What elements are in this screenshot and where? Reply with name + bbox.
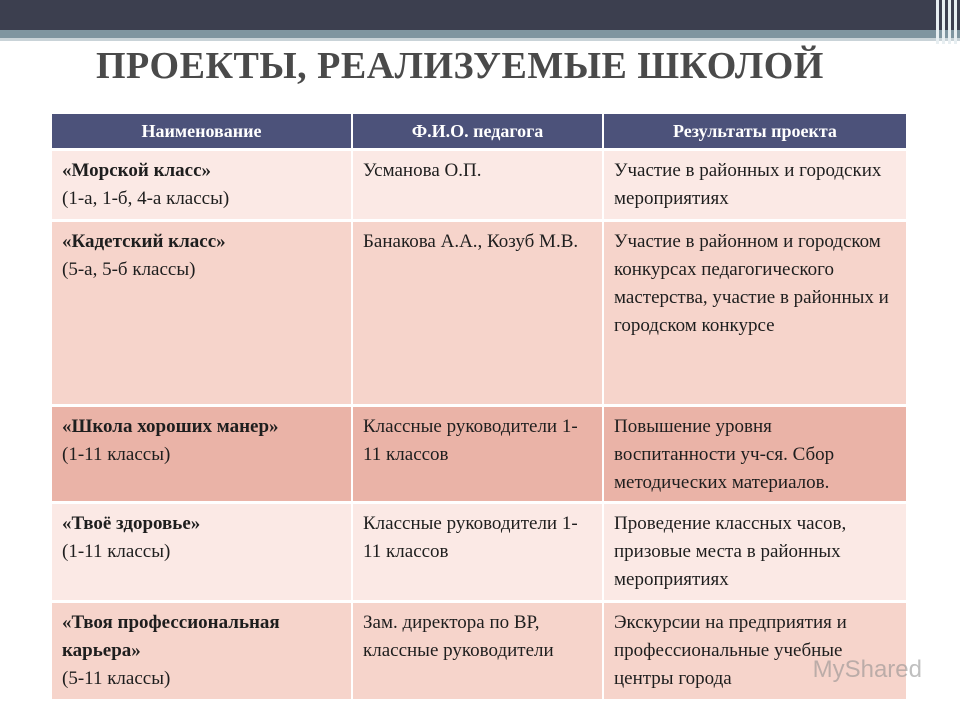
result-cell: Участие в районном и городском конкурсах педагогического мастерства, участие в районных и городском конкурсе [603, 221, 906, 406]
result-cell: Повышение уровня воспитанности уч-ся. Сбор методических материалов. [603, 406, 906, 503]
teacher-cell: Классные руководители 1-11 классов [352, 503, 603, 602]
table-row [52, 221, 906, 406]
teacher-cell: Зам. директора по ВР, классные руководители [352, 602, 603, 701]
project-cell [52, 503, 352, 602]
project-classes: (1-11 классы) [62, 444, 171, 465]
project-name: «Твоя профессиональная карьера» [62, 612, 280, 661]
table-row [52, 150, 906, 221]
table-row [52, 602, 906, 701]
watermark-logo [813, 656, 922, 684]
project-classes: (5-11 классы) [62, 668, 171, 689]
header-teacher: Ф.И.О. педагога [352, 114, 603, 150]
header-results: Результаты проекта [603, 114, 906, 150]
header-name: Наименование [52, 114, 352, 150]
teacher-cell: Классные руководители 1-11 классов [352, 406, 603, 503]
result-cell: Проведение классных часов, призовые места в районных мероприятиях [603, 503, 906, 602]
top-bar [0, 0, 960, 30]
teacher-cell: Усманова О.П. [352, 150, 603, 221]
accent-stripe [0, 30, 960, 38]
project-name: «Школа хороших манер» [62, 416, 279, 437]
accent-stripe-light [0, 38, 960, 41]
project-cell [52, 406, 352, 503]
table-header-row [52, 114, 906, 150]
result-cell: Экскурсии на предприятия и профессиональные учебные центры города [603, 602, 906, 701]
project-cell [52, 221, 352, 406]
project-classes: (5-а, 5-б классы) [62, 259, 196, 280]
watermark-text: MyShared [812, 656, 922, 683]
project-name: «Кадетский класс» [62, 231, 226, 252]
corner-decoration [932, 0, 960, 44]
project-cell [52, 150, 352, 221]
slide-title: ПРОЕКТЫ, РЕАЛИЗУЕМЫЕ ШКОЛОЙ [96, 45, 824, 87]
teacher-cell: Банакова А.А., Козуб М.В. [352, 221, 603, 406]
project-name: «Морской класс» [62, 160, 212, 181]
projects-table [52, 114, 906, 702]
table-row [52, 406, 906, 503]
table-row [52, 503, 906, 602]
project-classes: (1-11 классы) [62, 541, 171, 562]
result-cell: Участие в районных и городских мероприятиях [603, 150, 906, 221]
project-classes: (1-а, 1-б, 4-а классы) [62, 188, 230, 209]
project-cell [52, 602, 352, 701]
project-name: «Твоё здоровье» [62, 513, 201, 534]
